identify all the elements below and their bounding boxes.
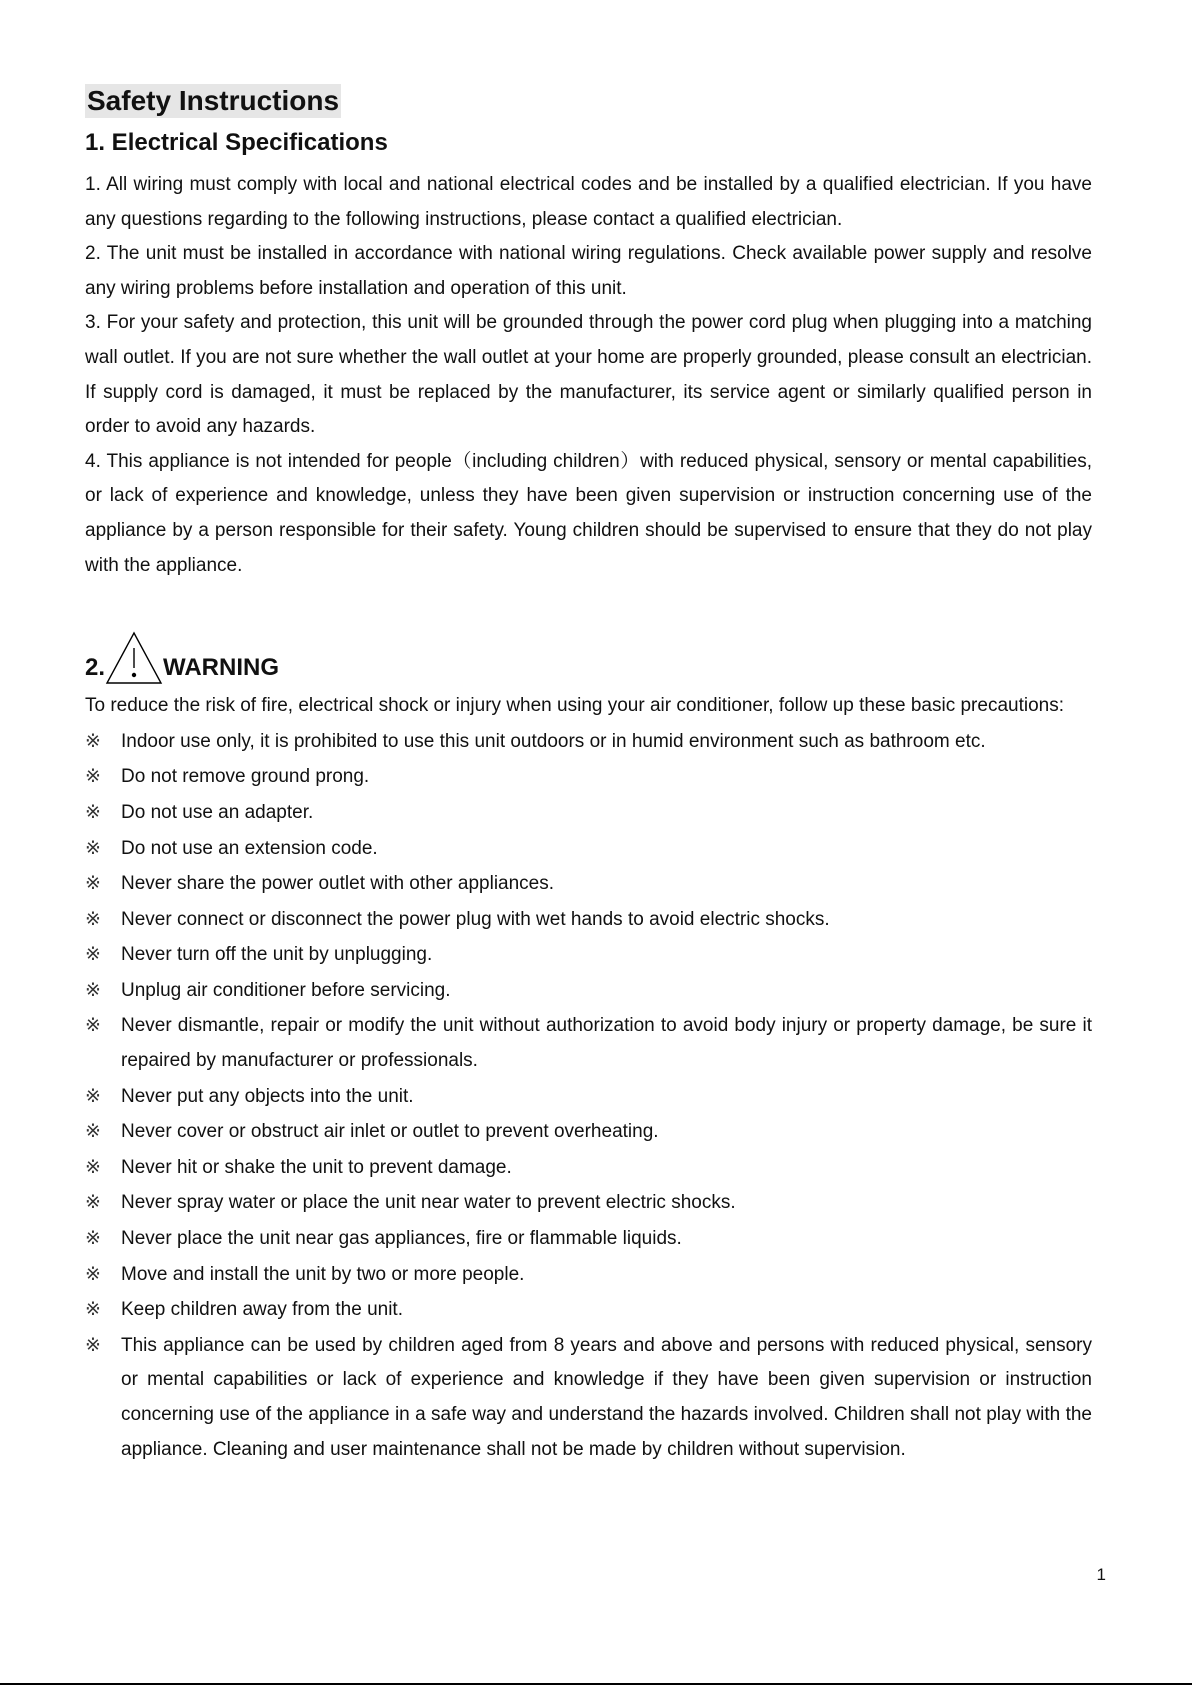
bullet-mark: ※	[85, 1121, 101, 1143]
electrical-paragraph-2: 2. The unit must be installed in accordance with national wiring regulations. Check available power supply and resolve any wiring problems before installation and operation of this unit.	[85, 243, 1092, 299]
warning-item-text: Do not use an extension code.	[121, 837, 378, 859]
bullet-mark: ※	[85, 801, 101, 823]
warning-item	[85, 1151, 1092, 1186]
warning-item-text: Never dismantle, repair or modify the unit without authorization to avoid body injury or property damage, be sure it repaired by manufacturer or professionals.	[121, 1015, 1092, 1072]
warning-item	[85, 1293, 1092, 1328]
warning-item	[85, 867, 1092, 902]
bullet-mark: ※	[85, 908, 101, 930]
warning-item	[85, 1329, 1092, 1467]
bullet-mark: ※	[85, 730, 101, 752]
warning-item	[85, 1080, 1092, 1115]
warning-item	[85, 1009, 1092, 1078]
warning-item-text: This appliance can be used by children aged from 8 years and above and persons with reduced physical, sensory or mental capabilities or lack of experience and knowledge if they have been given supervision or instruction concerning use of the appliance in a safe way and understand the hazards involved. Children shall not play with the appliance. Cleaning and user maintenance shall not be made by children without supervision.	[121, 1334, 1092, 1460]
warning-item-text: Do not use an adapter.	[121, 801, 314, 823]
warning-item-text: Indoor use only, it is prohibited to use this unit outdoors or in humid environment such as bathroom etc.	[121, 730, 986, 752]
bullet-mark: ※	[85, 766, 101, 788]
warning-item	[85, 1258, 1092, 1293]
electrical-paragraph-1: 1. All wiring must comply with local and national electrical codes and be installed by a qualified electrician. If you have any questions regarding to the following instructions, please contact a qualified electrician.	[85, 174, 1092, 230]
section-2-title: WARNING	[163, 654, 280, 682]
warning-item	[85, 1115, 1092, 1150]
section-1-heading: 1. Electrical Specifications	[85, 129, 388, 156]
bullet-mark: ※	[85, 1015, 101, 1037]
electrical-paragraph-4: 4. This appliance is not intended for people（including children）with reduced physical, sensory or mental capabilities, or lack of experience and knowledge, unless they have been given supervision or instruction concerning use of the appliance by a person responsible for their safety. Young children should be supervised to ensure that they do not play with the appliance.	[85, 450, 1092, 576]
warning-item	[85, 1222, 1092, 1257]
warning-item	[85, 974, 1092, 1009]
page-number: 1	[1096, 1565, 1106, 1584]
bullet-mark: ※	[85, 979, 101, 1001]
warning-item	[85, 938, 1092, 973]
warning-item	[85, 725, 1092, 760]
electrical-paragraph-3: 3. For your safety and protection, this unit will be grounded through the power cord plug when plugging into a matching wall outlet. If you are not sure whether the wall outlet at your home are properly grounded, please consult an electrician. If supply cord is damaged, it must be replaced by the manufacturer, its service agent or similarly qualified person in order to avoid any hazards.	[85, 312, 1092, 438]
warning-item	[85, 760, 1092, 795]
bullet-mark: ※	[85, 1263, 101, 1285]
warning-item-text: Never turn off the unit by unplugging.	[121, 944, 433, 966]
section-2-heading	[85, 625, 1092, 683]
warning-item-text: Never spray water or place the unit near water to prevent electric shocks.	[121, 1192, 736, 1214]
warning-item-text: Never cover or obstruct air inlet or outlet to prevent overheating.	[121, 1121, 659, 1143]
warning-item	[85, 903, 1092, 938]
warning-item-text: Never share the power outlet with other appliances.	[121, 873, 555, 895]
warning-item-text: Unplug air conditioner before servicing.	[121, 979, 451, 1001]
warning-item	[85, 1186, 1092, 1221]
document-title: Safety Instructions	[87, 85, 340, 116]
bullet-mark: ※	[85, 1085, 101, 1107]
bullet-mark: ※	[85, 1228, 101, 1250]
warning-item-text: Move and install the unit by two or more people.	[121, 1263, 525, 1285]
bullet-mark: ※	[85, 837, 101, 859]
warning-item-text: Keep children away from the unit.	[121, 1299, 403, 1321]
warning-item-text: Never hit or shake the unit to prevent damage.	[121, 1156, 512, 1178]
document-content	[85, 84, 1092, 1468]
bullet-mark: ※	[85, 873, 101, 895]
bullet-mark: ※	[85, 1299, 101, 1321]
bullet-mark: ※	[85, 944, 101, 966]
warning-item-text: Never put any objects into the unit.	[121, 1085, 414, 1107]
warning-item	[85, 796, 1092, 831]
bullet-mark: ※	[85, 1156, 101, 1178]
warning-list	[85, 725, 1092, 1467]
warning-item-text: Do not remove ground prong.	[121, 766, 370, 788]
bullet-mark: ※	[85, 1334, 101, 1356]
warning-item-text: Never connect or disconnect the power plug with wet hands to avoid electric shocks.	[121, 908, 830, 930]
section-1-body	[85, 168, 1092, 583]
warning-triangle-icon	[105, 631, 163, 687]
warning-item-text: Never place the unit near gas appliances, fire or flammable liquids.	[121, 1228, 682, 1250]
warning-item	[85, 832, 1092, 867]
section-2-number: 2.	[85, 654, 106, 682]
warning-intro: To reduce the risk of fire, electrical shock or injury when using your air conditioner, follow up these basic precautions:	[85, 695, 1064, 717]
bullet-mark: ※	[85, 1192, 101, 1214]
